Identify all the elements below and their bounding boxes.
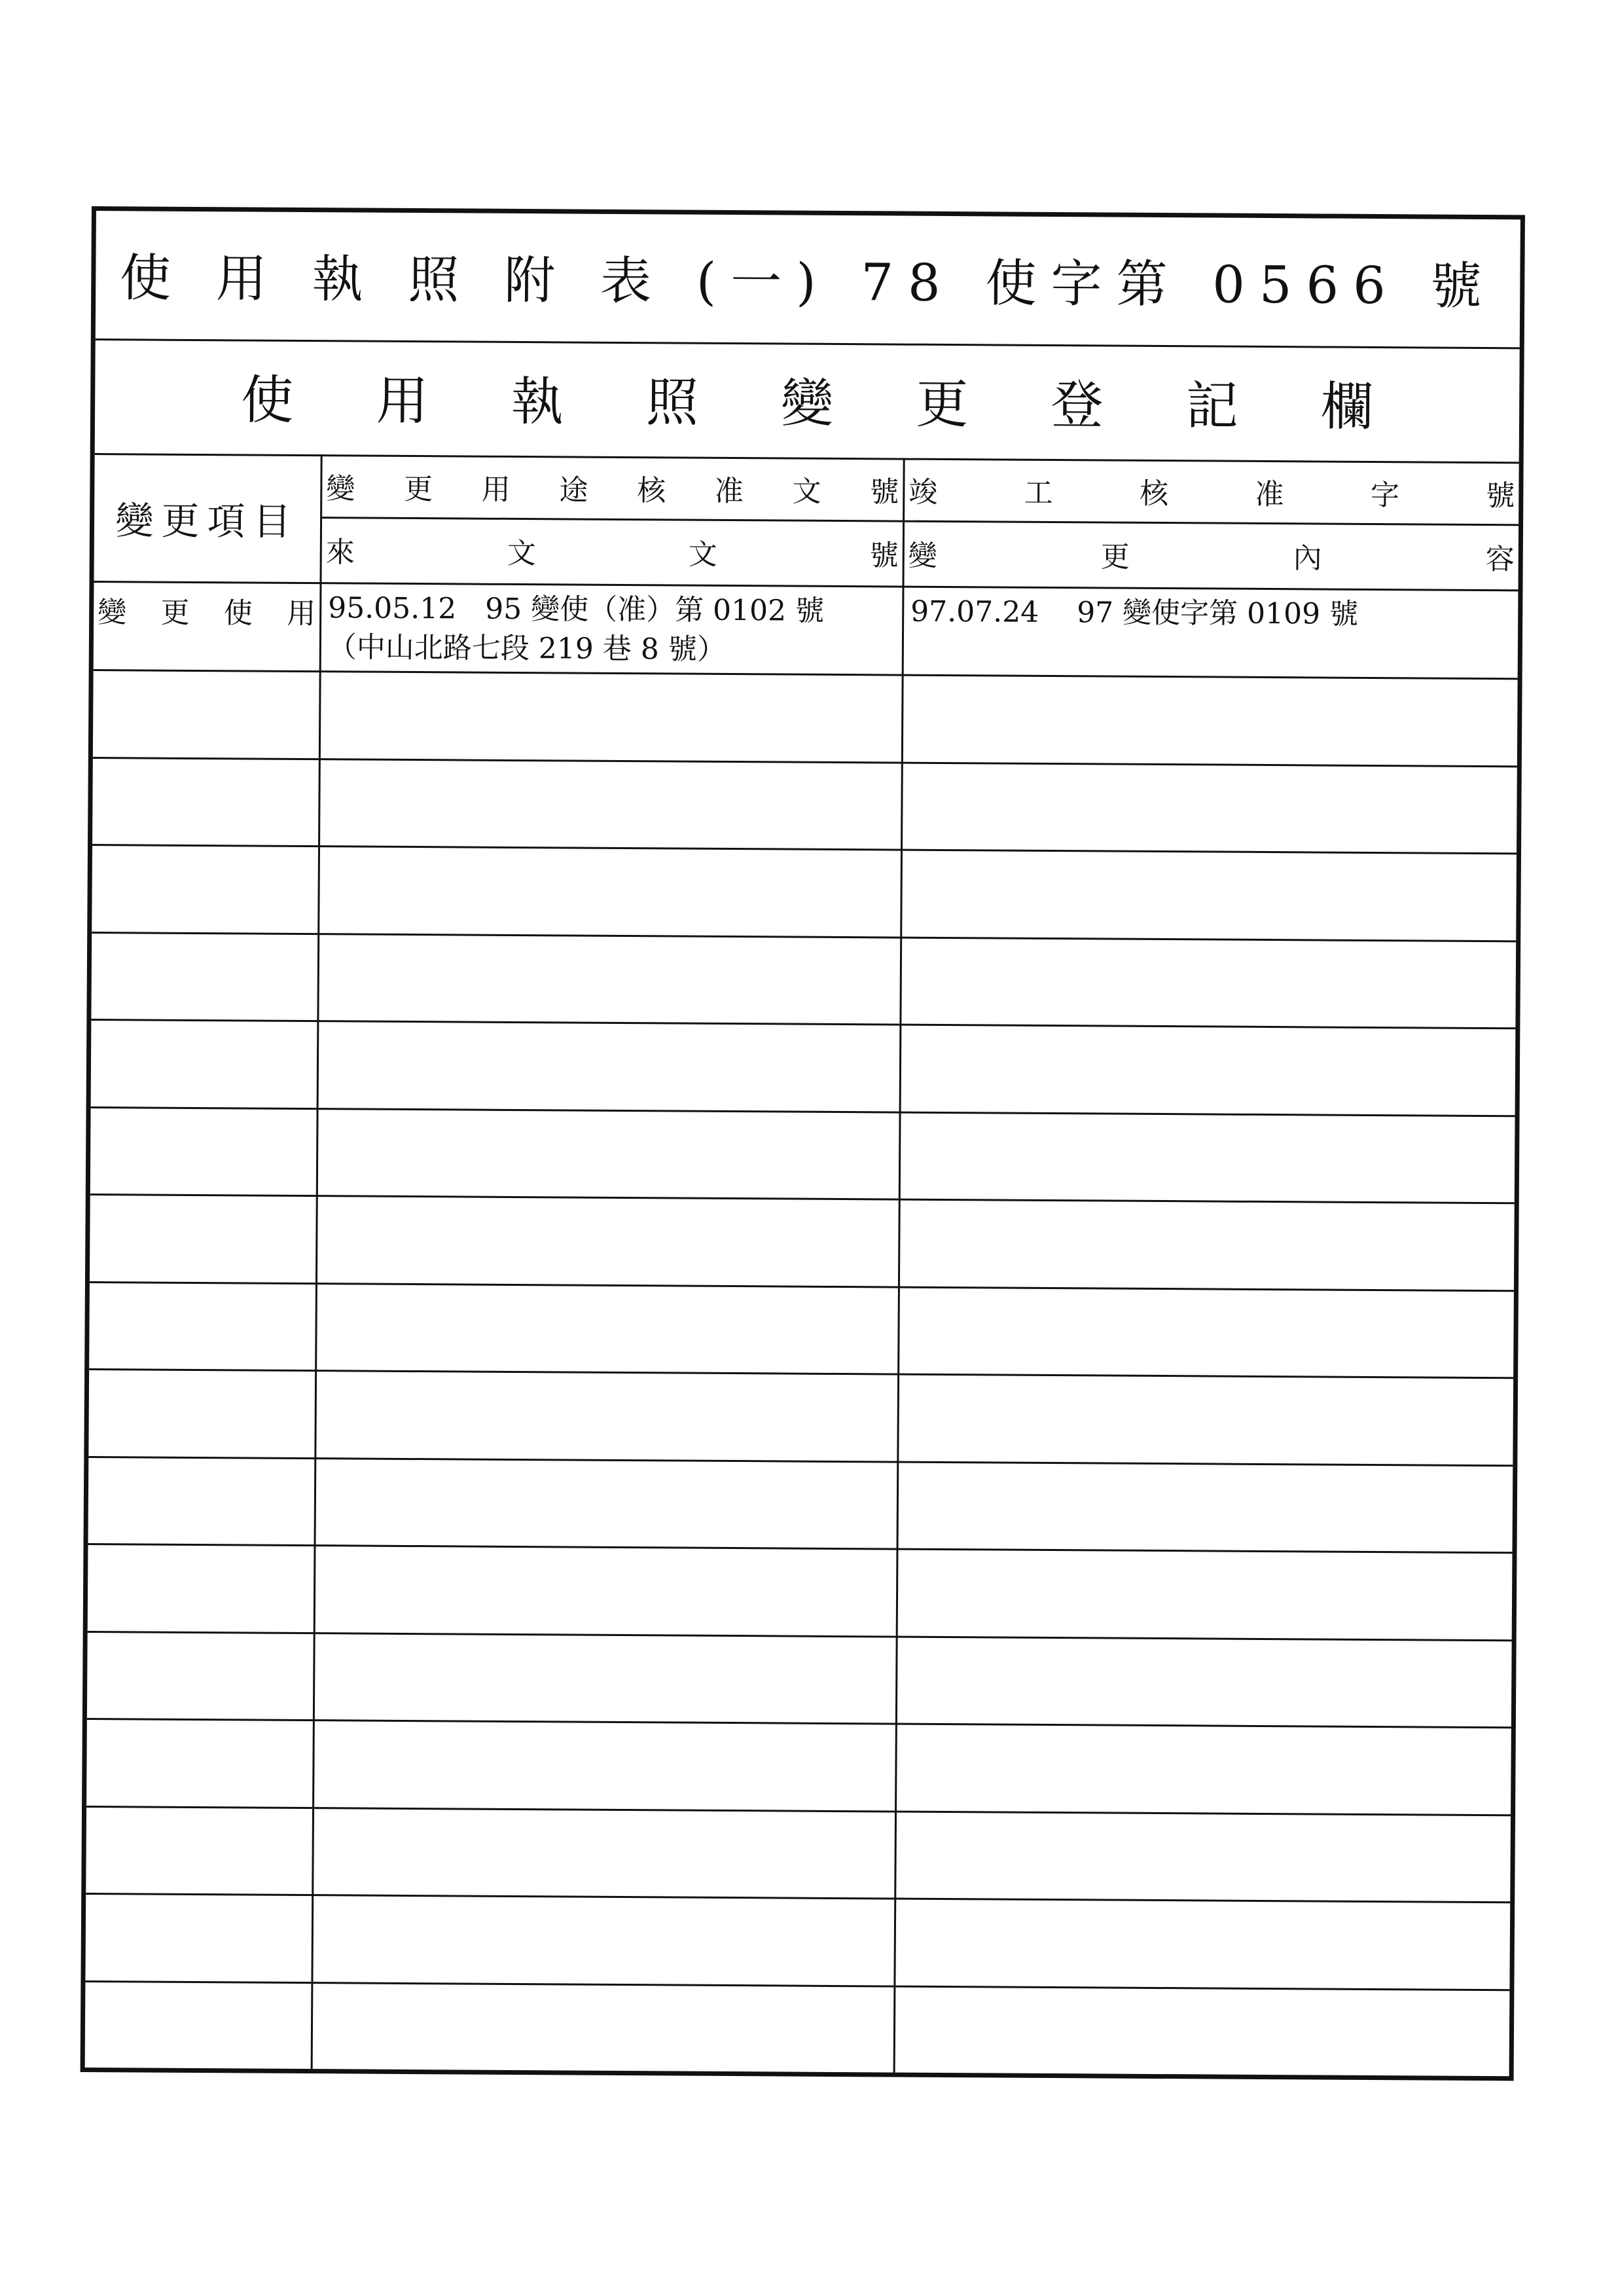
table-row-line bbox=[88, 1543, 1513, 1554]
header-char: 用 bbox=[481, 473, 511, 507]
header-char: 號 bbox=[869, 539, 899, 573]
table-row-line bbox=[87, 1718, 1511, 1728]
header-char: 號 bbox=[1486, 479, 1515, 513]
header-char: 來 bbox=[325, 536, 355, 570]
header-item: 變更項目 bbox=[115, 498, 299, 544]
header-char: 容 bbox=[1485, 543, 1515, 577]
column-divider bbox=[311, 454, 323, 2069]
table-row-line bbox=[92, 932, 1516, 942]
header-char: 准 bbox=[1255, 477, 1284, 511]
header-char: 更 bbox=[403, 472, 433, 506]
header-change-content bbox=[904, 520, 1519, 590]
header-char: 工 bbox=[1024, 476, 1053, 510]
header-char: 內 bbox=[1293, 541, 1322, 575]
banner-char: 欄 bbox=[1320, 375, 1374, 437]
row-item-char: 使 bbox=[223, 596, 253, 630]
table-row-line bbox=[88, 1631, 1512, 1641]
header-char: 文 bbox=[688, 538, 717, 572]
table-row-line bbox=[91, 1106, 1515, 1117]
header-char: 文 bbox=[507, 536, 536, 571]
banner-char: 照 bbox=[645, 371, 699, 433]
row-item bbox=[94, 581, 320, 670]
header-char: 字 bbox=[1370, 478, 1400, 512]
approval-line: 95.05.12 95 變使（准）第 0102 號 bbox=[328, 591, 825, 628]
header-char: 號 bbox=[870, 475, 899, 509]
table-row-line bbox=[85, 1980, 1509, 1990]
header-char: 途 bbox=[559, 473, 588, 507]
row-completion: 97.07.24 97 變使字第 0109 號 bbox=[910, 594, 1359, 631]
table-row-line bbox=[93, 757, 1517, 767]
approval-line: （中山北路七段 219 巷 8 號） bbox=[327, 630, 726, 666]
banner-char: 用 bbox=[376, 370, 429, 431]
header-completion bbox=[905, 458, 1519, 524]
banner-char: 使 bbox=[241, 369, 294, 431]
header-char: 核 bbox=[1139, 477, 1169, 511]
registration-form bbox=[81, 206, 1525, 2081]
form-title: 使 用 執 照 附 表 (一) 78 使字第 0566 號 bbox=[119, 249, 1496, 317]
banner-char: 記 bbox=[1185, 374, 1239, 437]
banner-char: 更 bbox=[916, 373, 969, 435]
banner-char: 變 bbox=[780, 372, 834, 434]
header-char: 竣 bbox=[908, 475, 938, 509]
header-char: 變 bbox=[326, 471, 355, 505]
header-char: 核 bbox=[637, 473, 666, 507]
section-banner bbox=[95, 355, 1520, 442]
banner-char: 登 bbox=[1051, 374, 1104, 435]
row-item-char: 用 bbox=[287, 596, 316, 631]
divider bbox=[96, 338, 1520, 349]
table-row-line bbox=[91, 1019, 1515, 1029]
table-row-line bbox=[89, 1368, 1513, 1379]
table-row-line bbox=[92, 844, 1517, 854]
header-char: 文 bbox=[792, 475, 821, 509]
header-char: 更 bbox=[1100, 540, 1130, 574]
row-item-char: 更 bbox=[160, 596, 190, 630]
header-approval-doc bbox=[322, 454, 903, 520]
row-item-char: 變 bbox=[98, 596, 127, 630]
header-char: 變 bbox=[908, 539, 937, 573]
table-row-line bbox=[88, 1456, 1513, 1467]
header-char: 准 bbox=[714, 474, 744, 508]
table-row-line bbox=[86, 1893, 1510, 1903]
row-approval bbox=[321, 582, 903, 674]
table-row-line bbox=[90, 1194, 1515, 1204]
header-incoming-doc bbox=[321, 517, 903, 585]
table-row-line bbox=[90, 1281, 1514, 1292]
banner-char: 執 bbox=[511, 371, 564, 432]
column-divider bbox=[893, 458, 905, 2073]
table-row-line bbox=[86, 1805, 1511, 1815]
